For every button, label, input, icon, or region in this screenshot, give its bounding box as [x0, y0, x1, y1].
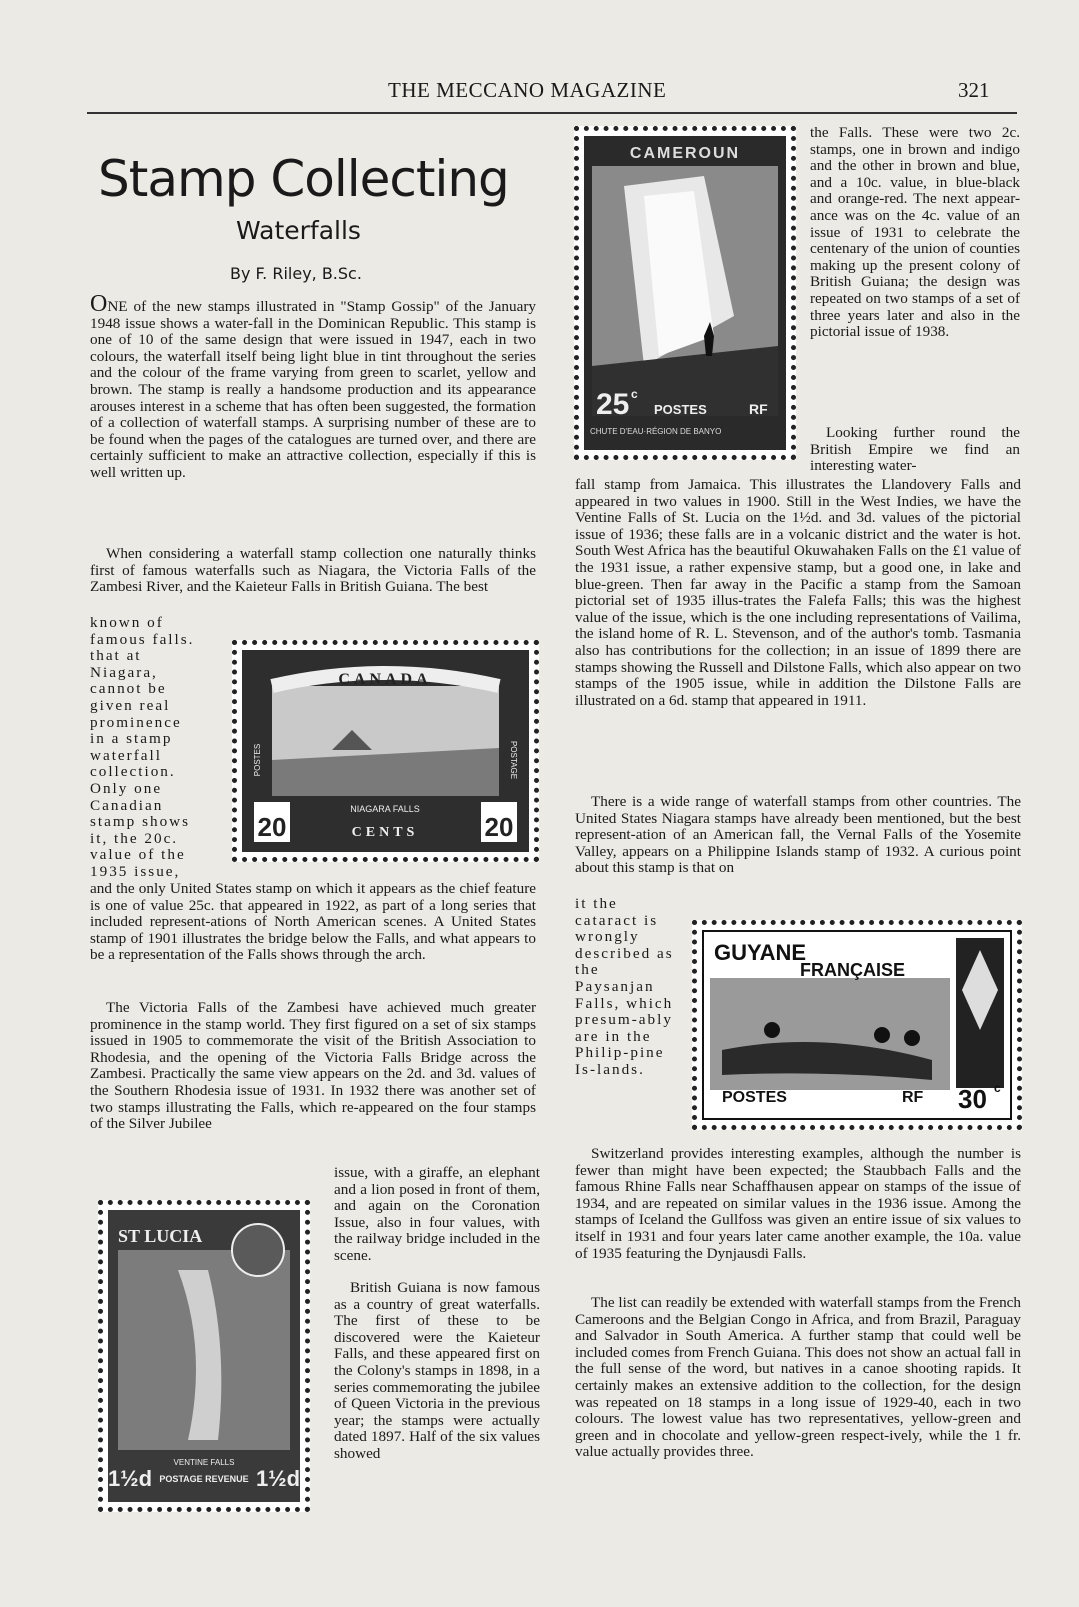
stamp-value: 1½d [255, 1466, 300, 1491]
stamp-country: CAMEROUN [629, 145, 741, 162]
stamp-value: 20 [484, 812, 514, 842]
canada-stamp-image [232, 640, 539, 862]
stlucia-stamp-image [98, 1200, 310, 1512]
stamp-country: GUYANE [714, 940, 807, 965]
stamp-side-label: POSTES [253, 743, 262, 777]
running-header: THE MECCANO MAGAZINE [388, 78, 667, 102]
article-title: Stamp Collecting [98, 150, 509, 208]
stamp-caption: NIAGARA FALLS [350, 804, 420, 814]
page-number: 321 [958, 78, 990, 102]
stamp-postes: POSTES [654, 402, 707, 417]
stamp-country-line2: FRANÇAISE [800, 960, 906, 980]
paragraph: the Falls. These were two 2c. stamps, one in brown and indigo and the other in brown and blue, and a 10c. value, in blue-black and orange-red. The next appear-ance was on the 4c. value of an issue of 1931 to celebrate the centenary of the union of counties making up the present colony of British Guiana; the design was repeated on two stamps of a set of three years later and also in the pictorial issue of 1938. [810, 124, 1020, 341]
stamp-value: 25 [596, 388, 630, 421]
paragraph: issue, with a giraffe, an elephant and a lion posed in front of them, and again on the Coronation Issue, also in four values, with the railway bridge included in the scene. [334, 1164, 540, 1264]
stamp-value: 20 [257, 812, 287, 842]
paragraph: Switzerland provides interesting examples, although the number is fewer than might have been expected; the Staubbach Falls and the famous Rhine Falls near Schaffhausen appear on stamps of the issue of 1934, and are repeated on similar values in the 1936 issue. Among the stamps of Iceland the Gullfoss was given an entire issue of six values to itself in 1931 and four years later came another example, the 10a. value of 1935 featuring the Dynjausdi Falls. [575, 1145, 1021, 1262]
stamp-caption: CHUTE D'EAU·RÉGION DE BANYO [590, 427, 722, 436]
paragraph: The Victoria Falls of the Zambesi have achieved much greater prominence in the stamp world. They first figured on a set of six stamps issued in 1905 to commemorate the visit of the British Association to Rhodesia, and the opening of the Victoria Falls Bridge across the Zambesi. Practically the same view appears on the 2d. and 3d. values of the Southern Rhodesia issue of 1931. In 1932 there was another set of two stamps illustrating the Falls, which re-appeared on the four stamps of the Silver Jubilee [90, 999, 536, 1133]
stamp-rf: RF [902, 1089, 924, 1106]
stamp-bottom-label: CENTS [351, 825, 419, 840]
paragraph: fall stamp from Jamaica. This illustrates the Llandovery Falls and appeared in two values in 1900. Still in the West Indies, we have the Ventine Falls of St. Lucia on the 1½d. and 3d. values of the pictorial issue of 1936; these falls are in a volcanic district and the water is hot. South West Africa has the beautiful Okuwahaken Falls on the £1 value of the 1931 issue, a rather expensive stamp, but a good one, in lake and blue-green. Then far away in the Pacific a stamp from the Samoan pictorial set of 1935 illus-trates the Falefa Falls; this was the highest value of the issue, which is the one including representations of Vailima, the island home of R. L. Stevenson, and of the author's tomb. Tasmania also has contributions for the collection; in an issue of 1899 there are stamps showing the Russell and Dilstone Falls, which also appear on two stamps of the 1905 issue, while in addition the Dilstone Falls are illustrated on a 6d. stamp that appeared in 1911. [575, 476, 1021, 709]
paragraph: When considering a waterfall stamp collection one naturally thinks first of famous waterfalls such as Niagara, the Victoria Falls of the Zambesi River, and the Kaieteur Falls in British Guiana. The best [90, 545, 536, 596]
paragraph: ONE of the new stamps illustrated in "Stamp Gossip" of the January 1948 issue shows a water-fall in the Dominican Republic. This stamp is one of 10 of the same design that were issued in 1947, each in two colours, the waterfall itself being light blue in tint throughout the series and the colour of the frame varying from green to scarlet, yellow and brown. The stamp is really a handsome production and its appearance arouses interest in a scheme that has often been suggested, the formation of a collection of waterfall stamps. A surprising number of these are to be found when the pages of the catalogues are turned over, and there are certainly sufficient to make an attractive collection, especially if this is well written up. [90, 291, 536, 481]
stamp-country: CANADA [338, 671, 432, 688]
paragraph: There is a wide range of waterfall stamps from other countries. The United States Niagara stamps have already been mentioned, but the best represent-ation of an American fall, the Vernal Falls of the Yosemite Valley, appears on a Philippine Islands stamp of 1932. A curious point about this stamp is that on [575, 793, 1021, 877]
stamp-side-label: POSTAGE [509, 740, 518, 780]
paragraph: The list can readily be extended with waterfall stamps from the French Cameroons and the Belgian Congo in Africa, and from Brazil, Paraguay and Salvador in South America. A further stamp that could well be included comes from French Guiana. This does not show an actual fall in the full sense of the word, but natives in a canoe shooting rapids. It certainly makes an extensive addition to the collection, for the design was repeated on 18 stamps in a long issue of 1929-40, each in two colours. The lowest value has two representatives, yellow-green and green and in chocolate and yellow-green respect-ively, while the 1 fr. value actually provides three. [575, 1294, 1021, 1461]
stamp-bottom-label: POSTAGE REVENUE [159, 1474, 249, 1484]
paragraph: British Guiana is now famous as a country of great waterfalls. The first of these to be discovered were the Kaieteur Falls, and these appeared first on the Colony's stamps in 1898, in a series commemorating the jubilee of Queen Victoria in the previous year; the stamps were actually dated 1897. Half of the six values showed [334, 1279, 540, 1462]
paragraph: and the only United States stamp on which it appears as the chief feature is one of value 25c. that appeared in 1922, as part of a long series that included represent-ations of North American scenes. A United States stamp of 1901 illustrates the bridge below the Falls, and what appears to be a representation of the Falls shows through the arch. [90, 880, 536, 964]
stamp-caption: VENTINE FALLS [173, 1458, 235, 1467]
article-subtitle: Waterfalls [236, 216, 361, 245]
stamp-value-unit: c [631, 387, 638, 401]
byline: By F. Riley, B.Sc. [230, 264, 362, 283]
paragraph: it the cataract is wrongly described as the Paysanjan Falls, which presum-ably are in the Philip-pine Is-lands. [575, 895, 674, 1078]
stamp-value: 30 [958, 1084, 987, 1114]
stamp-value-unit: c [994, 1081, 1001, 1095]
paragraph: known of famous falls. that at Niagara, cannot be given real prominence in a stamp waterfall collection. Only one Canadian stamp shows it, the 20c. value of the 1935 issue, [90, 614, 195, 880]
stamp-country: ST LUCIA [118, 1226, 203, 1246]
stamp-postes: POSTES [722, 1089, 787, 1106]
stamp-rf: RF [749, 401, 768, 417]
stamp-value: 1½d [108, 1466, 153, 1491]
cameroun-stamp-image [574, 126, 796, 460]
paragraph: Looking further round the British Empire we find an interesting water- [810, 424, 1020, 475]
guyane-stamp-image [692, 920, 1022, 1130]
header-rule [87, 112, 1017, 114]
